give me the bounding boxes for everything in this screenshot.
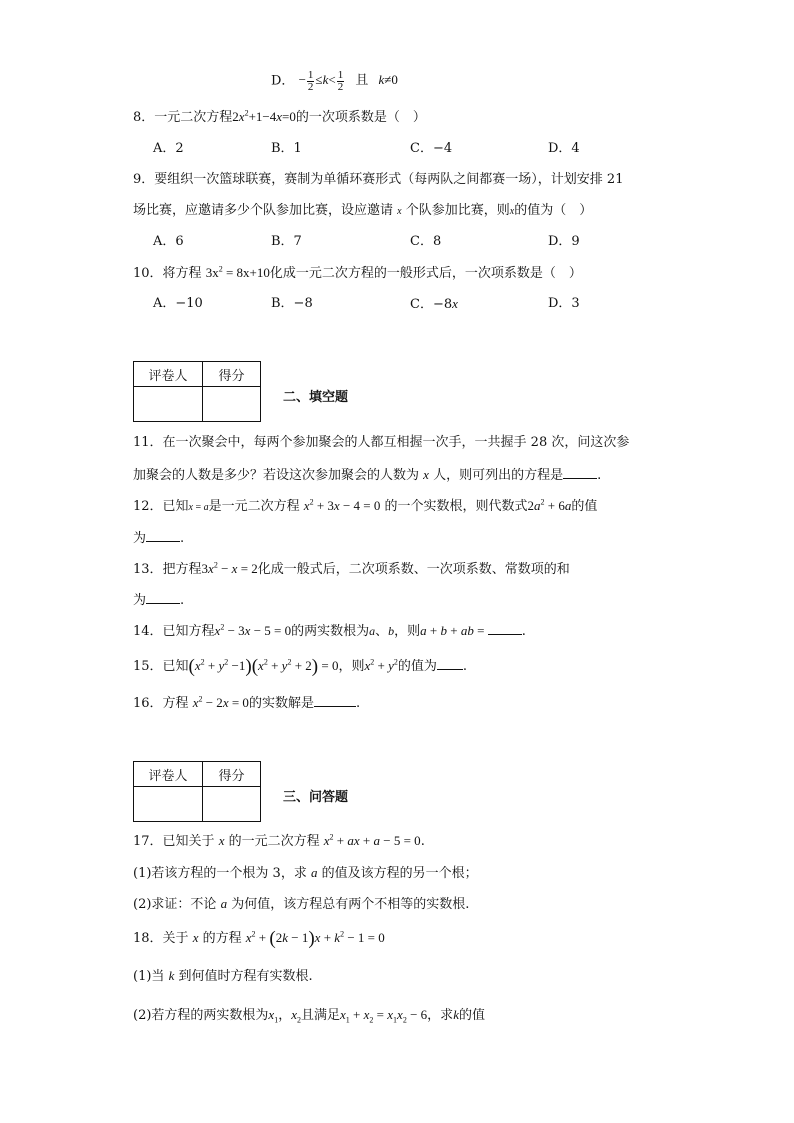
q15-line: 15．已知$(x^2 + y^2 -1)(x^2 + y^2 + 2) = 0$，则$x^2 + y^2$的值为 . (133, 656, 468, 677)
q7-d-cond: 且 (355, 73, 369, 89)
section-3-title: 三、问答题 (283, 790, 349, 805)
grader-cell[interactable] (134, 387, 203, 422)
q14-answer-blank[interactable] (488, 621, 522, 635)
q8-option-d[interactable]: D．4 (548, 141, 580, 156)
q8-option-a[interactable]: A．2 (153, 141, 184, 156)
score-cell[interactable] (203, 787, 261, 822)
q13-line1: 13．把方程$3x^2 - x = 2$化成一般式后，二次项系数、一次项系数、常数项的和 (133, 560, 570, 577)
q8-equation: $2x^2+1-4x=0$ (232, 108, 296, 124)
q10-equation: $3x^2 = 8x+10$ (205, 264, 270, 280)
q7-option-d-label: D． (271, 73, 295, 89)
q14-line: 14．已知方程$x^2 - 3x - 5 = 0$的两实数根为a、b，则a + b + ab = . (133, 622, 526, 639)
score-table-section-3 (133, 761, 261, 822)
q11-line2: 加聚会的人数是多少？若设这次参加聚会的人数为 x 人，则可列出的方程是 . (133, 467, 602, 483)
q10-option-c[interactable]: C．−8x (410, 296, 458, 312)
q9-option-b[interactable]: B．7 (271, 234, 302, 249)
q12-line1: 12．已知x = a是一元二次方程 $x^2 + 3x - 4 = 0$ 的一个实数根，则代数式$2a^2 + 6a$的值 (133, 497, 598, 514)
q7-option-d: D． − $\frac{1}{2}$ ≤k< $\frac{1}{2}$ 且 k≠0 (271, 69, 398, 93)
q12-line2: 为 . (133, 528, 184, 549)
q12-answer-blank[interactable] (146, 528, 180, 542)
q15-answer-blank[interactable] (437, 656, 463, 670)
score-cell[interactable] (203, 387, 261, 422)
q10-stem: 10．将方程 $3x^2 = 8x+10$化成一元二次方程的一般形式后，一次项系数是（ ） (133, 264, 582, 281)
q7-d-expr: − $\frac{1}{2}$ ≤k< $\frac{1}{2}$ (298, 69, 344, 93)
q17-stem: 17．已知关于 x 的一元二次方程 $x^2$ + ax + a − 5 = 0. (133, 832, 425, 849)
score-header: 得分 (203, 362, 261, 387)
q18-part2: (2)若方程的两实数根为$x_1$，$x_2$且满足$x_1 + x_2 = x_1x_2 - 6$，求k的值 (133, 1007, 485, 1025)
q13-answer-blank[interactable] (146, 590, 180, 604)
score-header: 得分 (203, 762, 261, 787)
grader-cell[interactable] (134, 787, 203, 822)
q9-stem-line2: 场比赛，应邀请多少个队参加比赛，设应邀请 x 个队参加比赛，则x的值为（ ） (133, 203, 593, 218)
q18-part1: (1)当 k 到何值时方程有实数根. (133, 968, 313, 984)
q13-line2: 为 . (133, 590, 184, 611)
q17-part1: (1)若该方程的一个根为 3，求 a 的值及该方程的另一个根； (133, 865, 478, 881)
q8-option-b[interactable]: B．1 (271, 141, 302, 156)
q11-line1: 11．在一次聚会中，每两个参加聚会的人都互相握一次手，一共握手 28 次，问这次参 (133, 435, 630, 450)
q9-option-a[interactable]: A．6 (153, 234, 184, 249)
q9-stem-line1: 9．要组织一次篮球联赛，赛制为单循环赛形式（每两队之间都赛一场），计划安排 21 (133, 172, 624, 187)
q10-option-b[interactable]: B．−8 (271, 296, 313, 311)
q18-stem: 18．关于 x 的方程 $x^2 + (2k - 1)x + k^2 - 1 = 0$ (133, 928, 385, 949)
q9-option-d[interactable]: D．9 (548, 234, 580, 249)
score-table-section-2 (133, 361, 261, 422)
q9-option-c[interactable]: C．8 (410, 234, 442, 249)
q11-answer-blank[interactable] (563, 465, 597, 479)
section-2-title: 二、填空题 (283, 390, 349, 405)
q8-option-c[interactable]: C．−4 (410, 141, 453, 156)
q16-line: 16．方程 $x^2 - 2x = 0$的实数解是 . (133, 694, 361, 711)
grader-header: 评卷人 (134, 362, 203, 387)
q17-part2: (2)求证：不论 a 为何值，该方程总有两个不相等的实数根. (133, 896, 470, 912)
q10-option-a[interactable]: A．−10 (153, 296, 203, 311)
q8-stem: 8．一元二次方程$2x^2+1-4x=0$的一次项系数是（ ） (133, 108, 426, 125)
grader-header: 评卷人 (134, 762, 203, 787)
q16-answer-blank[interactable] (314, 693, 356, 707)
q10-option-d[interactable]: D．3 (548, 296, 580, 311)
